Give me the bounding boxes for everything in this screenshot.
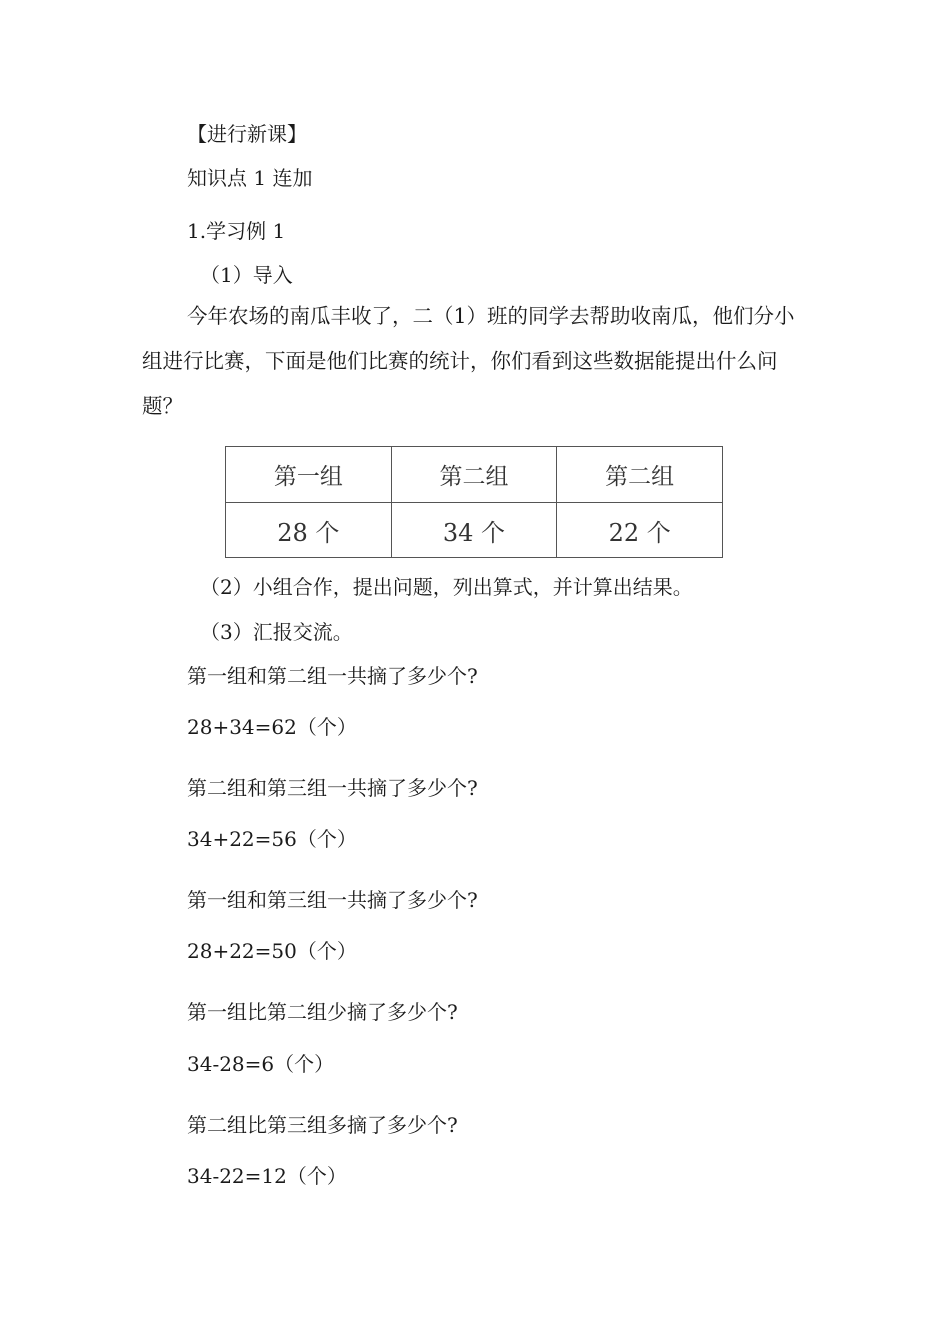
answer-4: 34-28=6（个） — [187, 1052, 335, 1076]
knowledge-point-title: 知识点 1 连加 — [187, 166, 313, 190]
answer-1: 28+34=62（个） — [187, 715, 357, 739]
table-header-row — [226, 447, 723, 503]
question-1: 第一组和第二组一共摘了多少个? — [187, 664, 478, 688]
table-value-cell: 28 个 — [226, 503, 392, 558]
answer-2: 34+22=56（个） — [187, 827, 357, 851]
question-3: 第一组和第三组一共摘了多少个? — [187, 888, 478, 912]
table-value-cell: 34 个 — [391, 503, 557, 558]
step-2-label: （2）小组合作，提出问题，列出算式，并计算出结果。 — [200, 575, 693, 599]
intro-paragraph: 今年农场的南瓜丰收了，二（1）班的同学去帮助收南瓜，他们分小组进行比赛，下面是他们比赛的统计，你们看到这些数据能提出什么问题？ — [142, 304, 795, 418]
table-value-row — [226, 503, 723, 558]
example-title: 1.学习例 1 — [187, 219, 286, 243]
table-header-cell: 第一组 — [226, 447, 392, 503]
step-1-label: （1）导入 — [200, 263, 293, 287]
question-5: 第二组比第三组多摘了多少个? — [187, 1113, 458, 1137]
table-header-cell: 第二组 — [557, 447, 723, 503]
step-3-label: （3）汇报交流。 — [200, 620, 353, 644]
answer-5: 34-22=12（个） — [187, 1164, 347, 1188]
question-2: 第二组和第三组一共摘了多少个? — [187, 776, 478, 800]
section-heading: 【进行新课】 — [187, 122, 307, 146]
answer-3: 28+22=50（个） — [187, 939, 357, 963]
pumpkin-stats-table — [225, 446, 723, 558]
table-value-cell: 22 个 — [557, 503, 723, 558]
table-header-cell: 第二组 — [391, 447, 557, 503]
question-4: 第一组比第二组少摘了多少个? — [187, 1000, 458, 1024]
